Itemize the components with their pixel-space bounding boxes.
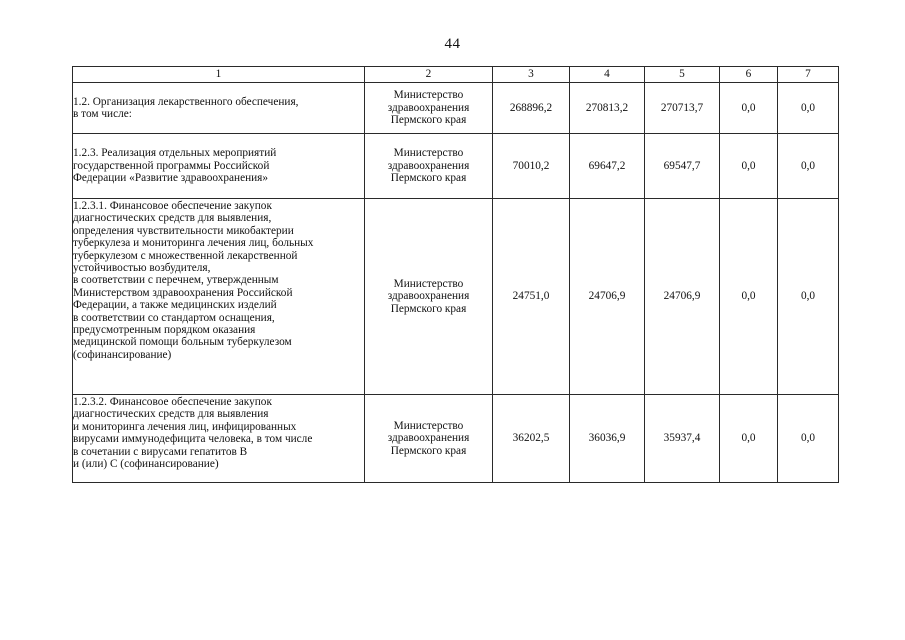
value-col-6: 0,0 <box>720 199 778 395</box>
value-col-4: 270813,2 <box>570 83 645 134</box>
description-line: и (или) C (софинансирование) <box>73 458 219 471</box>
description-line: Министерством здравоохранения Российской <box>73 286 293 299</box>
column-header-3: 3 <box>493 67 570 83</box>
description-line: Федерации «Развитие здравоохранения» <box>73 172 269 185</box>
column-header-7: 7 <box>778 67 839 83</box>
row-description <box>73 199 365 395</box>
value-col-4: 24706,9 <box>570 199 645 395</box>
value-col-3: 70010,2 <box>493 134 570 199</box>
description-line: 1.2.3.1. Финансовое обеспечение закупок <box>73 200 272 212</box>
description-line: медицинской помощи больным туберкулезом <box>73 336 292 349</box>
value-col-7: 0,0 <box>778 134 839 199</box>
row-description <box>73 395 365 483</box>
table-row <box>73 395 839 483</box>
row-responsible <box>365 199 493 395</box>
responsible-line: Министерство <box>393 419 464 432</box>
description-line: вирусами иммунодефицита человека, в том числе <box>73 433 313 446</box>
responsible-line: Министерство <box>393 147 464 160</box>
row-responsible <box>365 395 493 483</box>
row-description <box>73 134 365 199</box>
value-col-7: 0,0 <box>778 199 839 395</box>
value-col-5: 270713,7 <box>645 83 720 134</box>
column-header-5: 5 <box>645 67 720 83</box>
column-header-4: 4 <box>570 67 645 83</box>
row-responsible <box>365 83 493 134</box>
responsible-line: здравоохранения <box>387 432 470 445</box>
description-line: и мониторинга лечения лиц, инфицированных <box>73 420 297 433</box>
description-line: туберкулеза и мониторинга лечения лиц, больных <box>73 237 314 250</box>
value-col-4: 69647,2 <box>570 134 645 199</box>
responsible-line: Пермского края <box>390 114 467 127</box>
value-col-5: 69547,7 <box>645 134 720 199</box>
responsible-line: здравоохранения <box>387 101 470 114</box>
row-description <box>73 83 365 134</box>
description-line: определения чувствительности микобактерии <box>73 224 294 237</box>
responsible-line: здравоохранения <box>387 290 470 303</box>
header-row <box>73 67 839 83</box>
value-col-6: 0,0 <box>720 83 778 134</box>
description-line: в соответствии со стандартом оснащения, <box>73 311 275 324</box>
responsible-line: Министерство <box>393 277 464 290</box>
description-line: в соответствии с перечнем, утвержденным <box>73 274 279 287</box>
description-line: диагностических средств для выявления <box>73 408 269 421</box>
column-header-2: 2 <box>365 67 493 83</box>
value-col-7: 0,0 <box>778 83 839 134</box>
responsible-line: Пермского края <box>390 172 467 185</box>
value-col-3: 36202,5 <box>493 395 570 483</box>
responsible-line: здравоохранения <box>387 159 470 172</box>
value-col-4: 36036,9 <box>570 395 645 483</box>
row-responsible <box>365 134 493 199</box>
responsible-line: Министерство <box>393 89 464 102</box>
table-row <box>73 199 839 395</box>
page-number: 44 <box>444 36 461 52</box>
value-col-5: 24706,9 <box>645 199 720 395</box>
description-line: государственной программы Российской <box>73 159 270 172</box>
responsible-line: Пермского края <box>390 444 467 457</box>
description-line: в том числе: <box>73 108 132 120</box>
description-line: в сочетании с вирусами гепатитов B <box>73 445 248 458</box>
value-col-6: 0,0 <box>720 395 778 483</box>
description-line: 1.2.3.2. Финансовое обеспечение закупок <box>73 396 272 408</box>
description-line: туберкулезом с множественной лекарственной <box>73 249 298 262</box>
budget-table <box>72 66 839 483</box>
column-header-1: 1 <box>73 67 365 83</box>
description-line: предусмотренным порядком оказания <box>73 324 256 337</box>
description-line: (софинансирование) <box>73 348 172 361</box>
description-line: устойчивостью возбудителя, <box>73 262 211 275</box>
value-col-5: 35937,4 <box>645 395 720 483</box>
column-header-6: 6 <box>720 67 778 83</box>
description-line: 1.2. Организация лекарственного обеспечения, <box>73 95 299 108</box>
value-col-3: 268896,2 <box>493 83 570 134</box>
value-col-7: 0,0 <box>778 395 839 483</box>
description-line: диагностических средств для выявления, <box>73 212 272 225</box>
description-line: Федерации, а также медицинских изделий <box>73 299 277 312</box>
description-line: 1.2.3. Реализация отдельных мероприятий <box>73 147 277 160</box>
responsible-line: Пермского края <box>390 302 467 315</box>
table-row <box>73 83 839 134</box>
value-col-6: 0,0 <box>720 134 778 199</box>
table-row <box>73 134 839 199</box>
value-col-3: 24751,0 <box>493 199 570 395</box>
